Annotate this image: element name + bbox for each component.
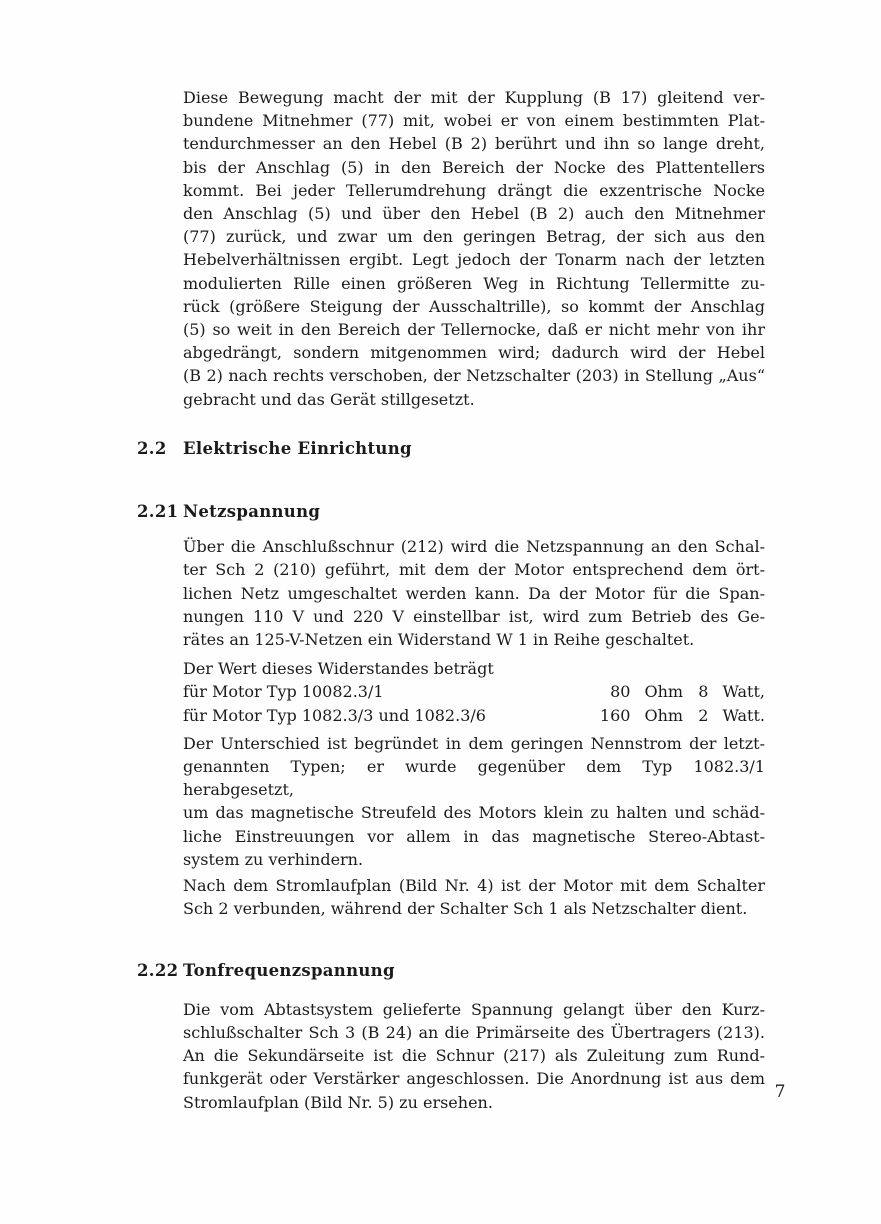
text-line: funkgerät oder Verstärker angeschlossen. Die Anordnung ist aus dem	[183, 1069, 765, 1089]
ohm-value: 80	[610, 682, 631, 702]
section-title: Elektrische Einrichtung	[183, 438, 412, 458]
resistance-row	[183, 704, 765, 727]
watt-value: 8	[698, 682, 709, 702]
text-column	[137, 86, 765, 1114]
text-line: bis der Anschlag (5) in den Bereich der Nocke des Plattentellers	[183, 157, 765, 177]
text-line: um das magnetische Streufeld des Motors klein zu halten und schäd-	[183, 803, 765, 823]
text-line: gebracht und das Gerät stillgesetzt.	[183, 389, 475, 409]
text-line: Sch 2 verbunden, während der Schalter Sch 1 als Netzschalter dient.	[183, 899, 748, 919]
section-number: 2.22	[137, 960, 179, 980]
text-line: (77) zurück, und zwar um den geringen Betrag, der sich aus den	[183, 227, 765, 247]
text-line: system zu verhindern.	[183, 849, 364, 869]
paragraph-tonfrequenzspannung	[183, 998, 765, 1114]
text-line: bundene Mitnehmer (77) mit, wobei er von einem bestimmten Plat-	[183, 111, 765, 131]
resistance-row-label: für Motor Typ 1082.3/3 und 1082.3/6	[183, 705, 486, 725]
text-line: rück (größere Steigung der Ausschaltrille), so kommt der Anschlag	[183, 296, 765, 316]
watt-unit: Watt,	[722, 682, 765, 702]
text-line: schlußschalter Sch 3 (B 24) an die Primärseite des Übertragers (213).	[183, 1022, 765, 1042]
text-line: Diese Bewegung macht der mit der Kupplung (B 17) gleitend ver-	[183, 88, 765, 107]
resistance-row-value	[588, 704, 765, 727]
text-line: nungen 110 V und 220 V einstellbar ist, wird zum Betrieb des Ge-	[183, 606, 765, 626]
text-line: abgedrängt, sondern mitgenommen wird; dadurch wird der Hebel	[183, 343, 765, 363]
paragraph-netzspannung	[183, 535, 765, 651]
resistance-row-label: für Motor Typ 10082.3/1	[183, 682, 384, 702]
text-line: Hebelverhältnissen ergibt. Legt jedoch der Tonarm nach der letzten	[183, 250, 765, 270]
text-line: Über die Anschlußschnur (212) wird die Netzspannung an den Schal-	[183, 537, 765, 557]
text-line: Der Unterschied ist begründet in dem geringen Nennstrom der letzt-	[183, 733, 765, 753]
resistance-intro: Der Wert dieses Widerstandes beträgt	[183, 659, 494, 679]
watt-value: 2	[698, 705, 709, 725]
section-number: 2.21	[137, 502, 179, 522]
text-line: modulierten Rille einen größeren Weg in Richtung Tellermitte zu-	[183, 273, 765, 293]
text-line: Die vom Abtastsystem gelieferte Spannung gelangt über den Kurz-	[183, 999, 765, 1019]
section-title: Tonfrequenzspannung	[183, 960, 395, 980]
section-heading-2-22	[137, 959, 765, 982]
text-line: den Anschlag (5) und über den Hebel (B 2) auch den Mitnehmer	[183, 204, 765, 224]
section-heading-2-21	[137, 500, 765, 523]
text-line: (B 2) nach rechts verschoben, der Netzschalter (203) in Stellung „Aus“	[183, 366, 765, 386]
ohm-unit: Ohm	[644, 705, 684, 725]
text-line: (5) so weit in den Bereich der Tellernocke, daß er nicht mehr von ihr	[183, 320, 765, 340]
text-line: genannten Typen; er wurde gegenüber dem Typ 1082.3/1 herabgesetzt,	[183, 757, 765, 800]
text-line: liche Einstreuungen vor allem in das magnetische Stereo-Abtast-	[183, 826, 765, 846]
paragraph-stromlaufplan	[183, 874, 765, 920]
paragraph-unterschied	[183, 732, 765, 871]
text-line: An die Sekundärseite ist die Schnur (217) als Zuleitung zum Rund-	[183, 1046, 765, 1066]
section-number: 2.2	[137, 438, 167, 458]
text-line: Nach dem Stromlaufplan (Bild Nr. 4) ist der Motor mit dem Schalter	[183, 876, 765, 896]
page-number: 7	[774, 1082, 786, 1102]
text-line: lichen Netz umgeschaltet werden kann. Da der Motor für die Span-	[183, 583, 765, 603]
ohm-unit: Ohm	[644, 682, 684, 702]
paragraph-tonearm-mechanism	[183, 86, 765, 411]
text-line: rätes an 125-V-Netzen ein Widerstand W 1 in Reihe geschaltet.	[183, 630, 695, 650]
watt-unit: Watt.	[722, 705, 765, 725]
text-line: ter Sch 2 (210) geführt, mit dem der Motor entsprechend dem ört-	[183, 560, 765, 580]
text-line: tendurchmesser an den Hebel (B 2) berührt und ihn so lange dreht,	[183, 134, 765, 154]
resistance-table	[183, 657, 765, 727]
resistance-row-value	[588, 680, 765, 703]
ohm-value: 160	[599, 705, 631, 725]
resistance-row	[183, 680, 765, 703]
section-heading-2-2	[137, 437, 765, 460]
text-line: Stromlaufplan (Bild Nr. 5) zu ersehen.	[183, 1092, 493, 1112]
text-line: kommt. Bei jeder Tellerumdrehung drängt die exzentrische Nocke	[183, 180, 765, 200]
section-title: Netzspannung	[183, 502, 321, 522]
